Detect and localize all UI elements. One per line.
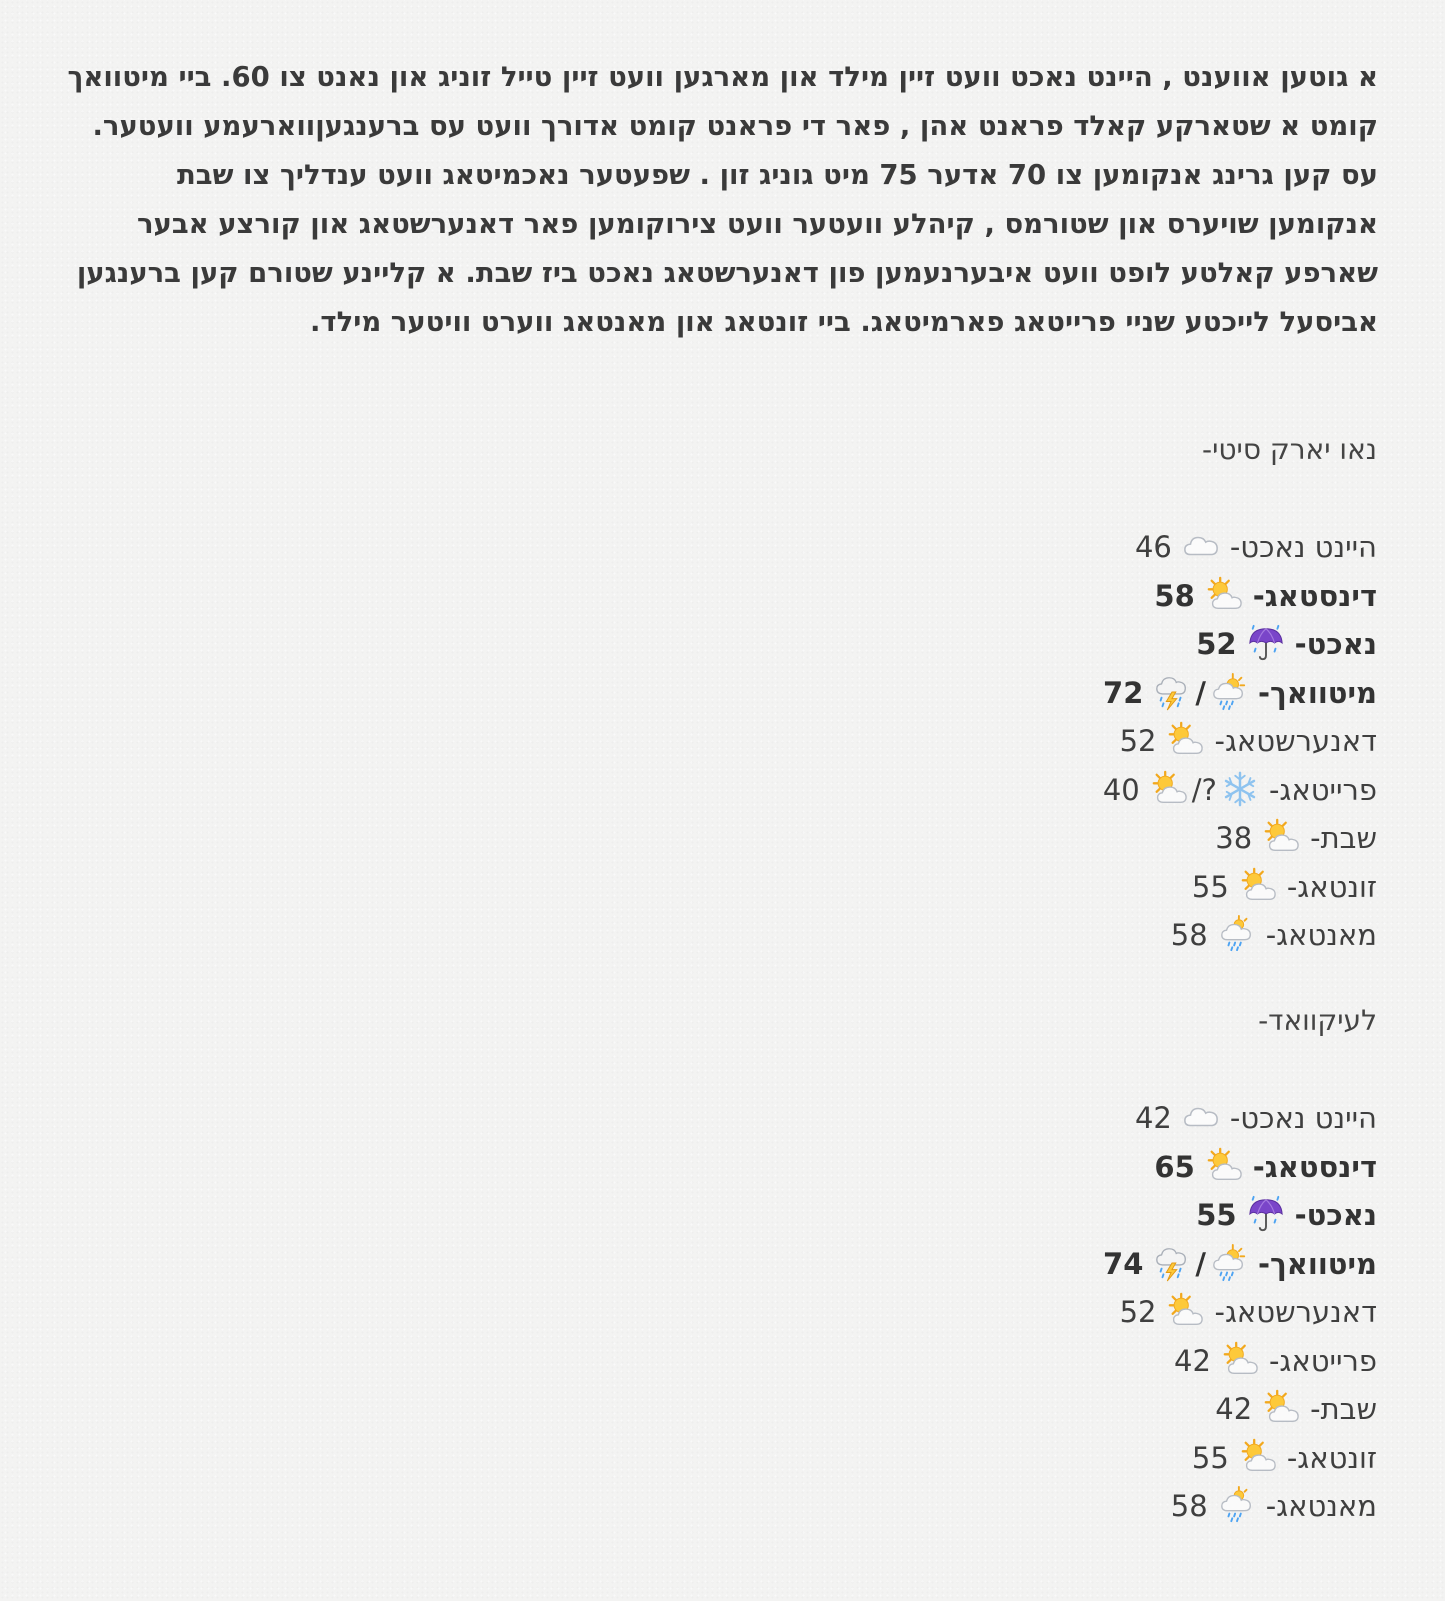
day-label: פרייטאג-	[1268, 1343, 1377, 1378]
temperature: 52	[1196, 627, 1237, 661]
day-label: מאנטאג-	[1265, 1489, 1377, 1523]
sun-cloud-rain-icon	[1210, 673, 1248, 711]
sun-behind-cloud-icon	[1166, 721, 1204, 759]
forecast-row	[1103, 1143, 1377, 1192]
day-label: מאנטאג-	[1265, 918, 1377, 952]
day-label: דינסטאג-	[1252, 1149, 1377, 1184]
sun-behind-cloud-icon	[1150, 770, 1188, 808]
separator-slash: /	[1195, 675, 1206, 710]
thunder-cloud-rain-icon	[1153, 1244, 1191, 1282]
day-label: דאנערשטאג-	[1214, 1295, 1377, 1329]
forecast-row	[1103, 1191, 1377, 1240]
day-label: דינסטאג-	[1252, 578, 1377, 613]
snowflake-icon	[1221, 770, 1259, 808]
sun-cloud-rain-icon	[1210, 1244, 1248, 1282]
day-label: מיטוואך-	[1257, 1246, 1377, 1281]
sun-behind-cloud-icon	[1221, 1341, 1259, 1379]
day-label: היינט נאכט-	[1229, 1101, 1377, 1135]
separator-text: ?/	[1191, 772, 1217, 807]
forecast-row	[1103, 1337, 1377, 1386]
day-label: נאכט-	[1294, 1198, 1377, 1232]
day-label: שבת-	[1310, 1392, 1377, 1426]
forecast-intro-paragraph: א גוטען אווענט , היינט נאכט וועט זיין מילד און מארגען וועט זיין טייל זוניג און נאנט צו 60. ביי מיטוואך קומט א שטארקע קאלד פראנט אהן , פאר די פראנט קומט אדורך וועט עס ברענגעןווארעמע וועטער. עס קען גרינג אנקומען צו 70 אדער 75 מיט גוניג זון . שפעטער נאכמיטאג וועט ענדליך צו שבת אנקומען שויערס און שטורמס , קיהלע וועטער וועט צירוקומען פאר דאנערשטאג און קורצע אבער שארפע קאלטע לופט וועט איבערנעמען פון דאנערשטאג נאכט ביז שבת. א קליינע שטורם קען ברענגען אביסעל לייכטע שניי פרייטאג פארמיטאג. ביי זונטאג און מאנטאג ווערט וויטער מילד.	[67, 61, 1378, 338]
temperature: 58	[1170, 918, 1208, 952]
day-label: פרייטאג-	[1268, 772, 1377, 807]
forecast-row	[1103, 1482, 1377, 1531]
forecast-list-lakewood	[1103, 1094, 1377, 1531]
temperature: 58	[1170, 1489, 1208, 1523]
temperature: 55	[1191, 1440, 1229, 1475]
forecast-row	[1103, 669, 1377, 718]
forecast-row	[1103, 523, 1377, 572]
forecast-row	[1103, 717, 1377, 766]
sun-behind-cloud-icon	[1262, 818, 1300, 856]
forecast-row	[1103, 1240, 1377, 1289]
forecast-row	[1103, 863, 1377, 912]
forecast-list-nyc	[1103, 523, 1377, 960]
forecast-row	[1103, 1434, 1377, 1483]
cloud-rain-icon	[1218, 915, 1256, 953]
cloud-rain-icon	[1218, 1486, 1256, 1524]
day-label: נאכט-	[1294, 627, 1377, 661]
temperature: 42	[1215, 1392, 1253, 1426]
forecast-row	[1103, 911, 1377, 960]
cloud-icon	[1182, 527, 1220, 565]
umbrella-rain-icon	[1247, 624, 1285, 662]
sun-behind-cloud-icon	[1166, 1292, 1204, 1330]
forecast-row	[1103, 1288, 1377, 1337]
day-label: היינט נאכט-	[1229, 530, 1377, 564]
umbrella-rain-icon	[1247, 1195, 1285, 1233]
day-label: דאנערשטאג-	[1214, 724, 1377, 758]
section-title-nyc: נאו יארק סיטי-	[1202, 433, 1377, 466]
day-label: זונטאג-	[1286, 1440, 1377, 1475]
temperature: 55	[1191, 869, 1229, 904]
thunder-cloud-rain-icon	[1153, 673, 1191, 711]
sun-behind-cloud-icon	[1262, 1389, 1300, 1427]
day-label: שבת-	[1310, 821, 1377, 855]
temperature: 38	[1215, 821, 1253, 855]
forecast-row	[1103, 814, 1377, 863]
sun-behind-cloud-icon	[1239, 867, 1277, 905]
forecast-row	[1103, 620, 1377, 669]
temperature: 55	[1196, 1198, 1237, 1232]
temperature: 58	[1154, 578, 1195, 613]
temperature: 52	[1119, 724, 1157, 758]
section-title-lakewood: לעיקוואד-	[1258, 1004, 1377, 1037]
temperature: 42	[1134, 1101, 1172, 1135]
cloud-icon	[1182, 1098, 1220, 1136]
temperature: 46	[1134, 530, 1172, 564]
temperature: 40	[1102, 772, 1140, 807]
sun-behind-cloud-icon	[1205, 576, 1243, 614]
forecast-row	[1103, 1094, 1377, 1143]
sun-behind-cloud-icon	[1205, 1147, 1243, 1185]
day-label: זונטאג-	[1286, 869, 1377, 904]
forecast-row	[1103, 572, 1377, 621]
separator-slash: /	[1195, 1246, 1206, 1281]
sun-behind-cloud-icon	[1239, 1438, 1277, 1476]
temperature: 52	[1119, 1295, 1157, 1329]
forecast-row	[1103, 766, 1377, 815]
temperature: 65	[1154, 1149, 1195, 1184]
temperature: 72	[1103, 675, 1144, 710]
temperature: 42	[1174, 1343, 1211, 1378]
temperature: 74	[1103, 1246, 1144, 1281]
day-label: מיטוואך-	[1257, 675, 1377, 710]
forecast-row	[1103, 1385, 1377, 1434]
